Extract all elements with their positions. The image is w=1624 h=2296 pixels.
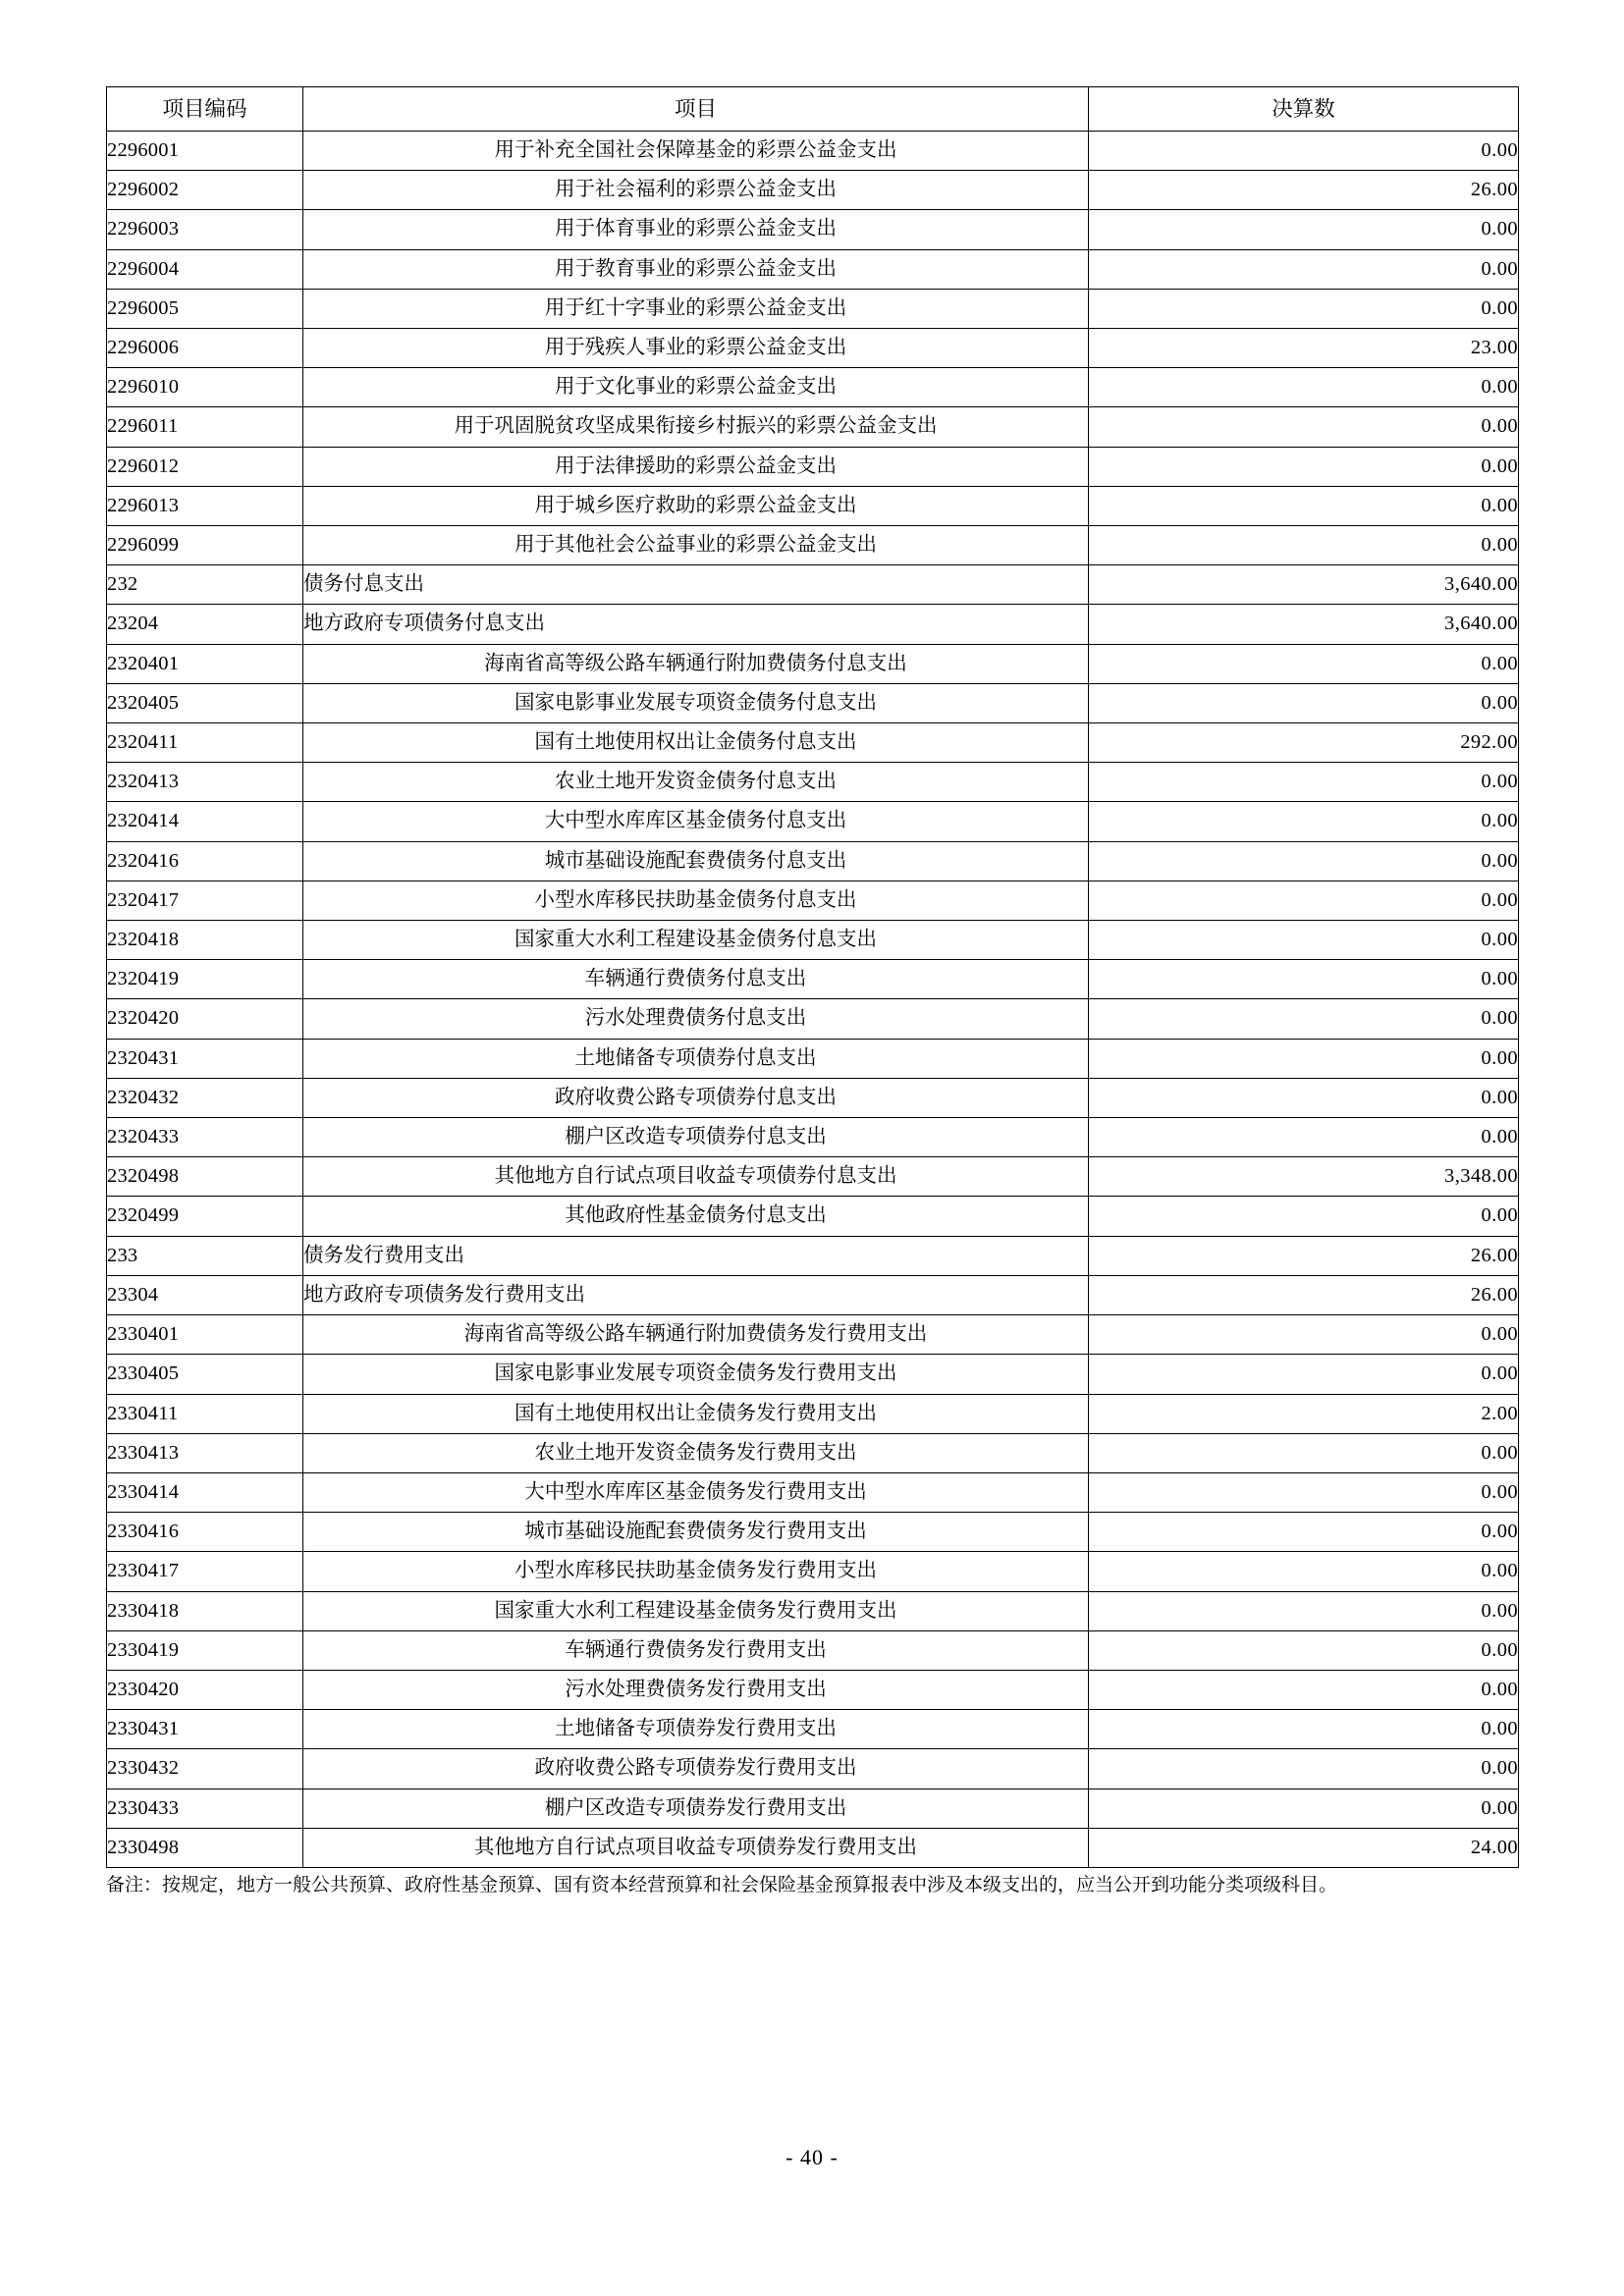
table-row xyxy=(107,1789,1519,1828)
cell-final-amount: 26.00 xyxy=(1089,1275,1519,1314)
cell-item-name: 大中型水库库区基金债务付息支出 xyxy=(303,802,1089,841)
cell-final-amount: 0.00 xyxy=(1089,447,1519,486)
cell-final-amount: 0.00 xyxy=(1089,407,1519,447)
table-row xyxy=(107,1275,1519,1314)
cell-item-name: 用于巩固脱贫攻坚成果衔接乡村振兴的彩票公益金支出 xyxy=(303,407,1089,447)
table-row xyxy=(107,1552,1519,1591)
cell-item-code: 2330416 xyxy=(107,1513,303,1552)
table-row xyxy=(107,881,1519,920)
table-row xyxy=(107,683,1519,722)
cell-item-name: 国家电影事业发展专项资金债务发行费用支出 xyxy=(303,1355,1089,1394)
table-row xyxy=(107,1157,1519,1197)
cell-final-amount: 0.00 xyxy=(1089,1710,1519,1749)
cell-item-code: 2320499 xyxy=(107,1197,303,1236)
column-header-item: 项目 xyxy=(303,87,1089,132)
table-row xyxy=(107,289,1519,328)
table-row xyxy=(107,605,1519,644)
cell-item-name: 用于文化事业的彩票公益金支出 xyxy=(303,368,1089,407)
budget-table xyxy=(106,86,1519,1868)
table-row xyxy=(107,1355,1519,1394)
cell-final-amount: 0.00 xyxy=(1089,644,1519,683)
cell-item-code: 2330417 xyxy=(107,1552,303,1591)
cell-item-name: 用于体育事业的彩票公益金支出 xyxy=(303,210,1089,249)
cell-item-name: 债务付息支出 xyxy=(303,565,1089,605)
cell-item-code: 2296001 xyxy=(107,132,303,171)
table-row xyxy=(107,960,1519,999)
cell-item-code: 2320420 xyxy=(107,999,303,1039)
table-row xyxy=(107,1670,1519,1709)
cell-final-amount: 0.00 xyxy=(1089,368,1519,407)
cell-final-amount: 0.00 xyxy=(1089,1789,1519,1828)
cell-final-amount: 0.00 xyxy=(1089,1039,1519,1078)
cell-item-name: 国家电影事业发展专项资金债务付息支出 xyxy=(303,683,1089,722)
cell-item-code: 2296013 xyxy=(107,486,303,525)
cell-item-code: 2296002 xyxy=(107,171,303,210)
table-row xyxy=(107,921,1519,960)
cell-final-amount: 0.00 xyxy=(1089,1513,1519,1552)
cell-item-name: 城市基础设施配套费债务付息支出 xyxy=(303,841,1089,881)
cell-item-name: 土地储备专项债券发行费用支出 xyxy=(303,1710,1089,1749)
cell-item-name: 农业土地开发资金债务发行费用支出 xyxy=(303,1433,1089,1472)
table-row xyxy=(107,1197,1519,1236)
cell-final-amount: 0.00 xyxy=(1089,526,1519,565)
cell-final-amount: 0.00 xyxy=(1089,1315,1519,1355)
cell-item-code: 2330401 xyxy=(107,1315,303,1355)
cell-item-code: 232 xyxy=(107,565,303,605)
cell-item-code: 2296012 xyxy=(107,447,303,486)
cell-item-name: 小型水库移民扶助基金债务付息支出 xyxy=(303,881,1089,920)
cell-final-amount: 0.00 xyxy=(1089,802,1519,841)
cell-final-amount: 0.00 xyxy=(1089,132,1519,171)
cell-item-code: 2330433 xyxy=(107,1789,303,1828)
cell-final-amount: 3,348.00 xyxy=(1089,1157,1519,1197)
cell-item-name: 用于社会福利的彩票公益金支出 xyxy=(303,171,1089,210)
cell-item-code: 2330414 xyxy=(107,1472,303,1512)
cell-item-code: 2296004 xyxy=(107,249,303,289)
cell-item-name: 政府收费公路专项债券付息支出 xyxy=(303,1078,1089,1117)
table-row xyxy=(107,1591,1519,1630)
cell-item-name: 用于法律援助的彩票公益金支出 xyxy=(303,447,1089,486)
table-header-row xyxy=(107,87,1519,132)
cell-item-name: 车辆通行费债务发行费用支出 xyxy=(303,1630,1089,1670)
cell-final-amount: 0.00 xyxy=(1089,999,1519,1039)
footnote xyxy=(106,1873,1518,1899)
cell-item-name: 棚户区改造专项债券发行费用支出 xyxy=(303,1789,1089,1828)
table-row xyxy=(107,723,1519,763)
page-number: - 40 - xyxy=(785,2145,839,2169)
cell-final-amount: 23.00 xyxy=(1089,329,1519,368)
cell-final-amount: 0.00 xyxy=(1089,1630,1519,1670)
cell-item-code: 2320401 xyxy=(107,644,303,683)
cell-item-code: 2320418 xyxy=(107,921,303,960)
table-row xyxy=(107,1630,1519,1670)
cell-item-name: 国家重大水利工程建设基金债务发行费用支出 xyxy=(303,1591,1089,1630)
cell-item-code: 2296010 xyxy=(107,368,303,407)
cell-final-amount: 0.00 xyxy=(1089,1552,1519,1591)
cell-item-code: 2296099 xyxy=(107,526,303,565)
cell-item-code: 2320431 xyxy=(107,1039,303,1078)
cell-item-code: 2296011 xyxy=(107,407,303,447)
table-row xyxy=(107,407,1519,447)
cell-item-name: 农业土地开发资金债务付息支出 xyxy=(303,763,1089,802)
cell-item-name: 用于其他社会公益事业的彩票公益金支出 xyxy=(303,526,1089,565)
table-row xyxy=(107,447,1519,486)
table-row xyxy=(107,1394,1519,1433)
cell-item-name: 车辆通行费债务付息支出 xyxy=(303,960,1089,999)
cell-final-amount: 0.00 xyxy=(1089,486,1519,525)
table-body xyxy=(107,132,1519,1868)
cell-final-amount: 0.00 xyxy=(1089,1433,1519,1472)
cell-item-name: 污水处理费债务发行费用支出 xyxy=(303,1670,1089,1709)
cell-item-code: 2320414 xyxy=(107,802,303,841)
table-row xyxy=(107,1472,1519,1512)
cell-item-name: 国家重大水利工程建设基金债务付息支出 xyxy=(303,921,1089,960)
cell-item-code: 2330431 xyxy=(107,1710,303,1749)
cell-final-amount: 0.00 xyxy=(1089,1670,1519,1709)
table-row xyxy=(107,1078,1519,1117)
cell-item-code: 2330413 xyxy=(107,1433,303,1472)
cell-item-code: 2320432 xyxy=(107,1078,303,1117)
cell-item-code: 2330419 xyxy=(107,1630,303,1670)
table-row xyxy=(107,644,1519,683)
cell-final-amount: 0.00 xyxy=(1089,921,1519,960)
cell-final-amount: 0.00 xyxy=(1089,210,1519,249)
cell-item-name: 用于红十字事业的彩票公益金支出 xyxy=(303,289,1089,328)
table-header xyxy=(107,87,1519,132)
cell-final-amount: 0.00 xyxy=(1089,1118,1519,1157)
table-row xyxy=(107,763,1519,802)
cell-item-code: 2330418 xyxy=(107,1591,303,1630)
cell-final-amount: 0.00 xyxy=(1089,1472,1519,1512)
cell-item-code: 2296005 xyxy=(107,289,303,328)
table-row xyxy=(107,1118,1519,1157)
cell-final-amount: 0.00 xyxy=(1089,763,1519,802)
cell-item-name: 地方政府专项债务付息支出 xyxy=(303,605,1089,644)
cell-item-name: 棚户区改造专项债券付息支出 xyxy=(303,1118,1089,1157)
cell-item-code: 2320417 xyxy=(107,881,303,920)
cell-item-name: 其他政府性基金债务付息支出 xyxy=(303,1197,1089,1236)
table-row xyxy=(107,1315,1519,1355)
column-header-value: 决算数 xyxy=(1089,87,1519,132)
table-row xyxy=(107,1513,1519,1552)
cell-item-code: 2320419 xyxy=(107,960,303,999)
cell-final-amount: 0.00 xyxy=(1089,881,1519,920)
cell-final-amount: 0.00 xyxy=(1089,841,1519,881)
cell-item-name: 城市基础设施配套费债务发行费用支出 xyxy=(303,1513,1089,1552)
cell-item-name: 债务发行费用支出 xyxy=(303,1236,1089,1275)
table-row xyxy=(107,132,1519,171)
table-row xyxy=(107,841,1519,881)
cell-item-code: 2296006 xyxy=(107,329,303,368)
cell-item-name: 用于残疾人事业的彩票公益金支出 xyxy=(303,329,1089,368)
cell-final-amount: 26.00 xyxy=(1089,171,1519,210)
table-row xyxy=(107,171,1519,210)
cell-item-name: 土地储备专项债券付息支出 xyxy=(303,1039,1089,1078)
cell-item-code: 2320413 xyxy=(107,763,303,802)
cell-final-amount: 0.00 xyxy=(1089,1078,1519,1117)
cell-item-name: 用于城乡医疗救助的彩票公益金支出 xyxy=(303,486,1089,525)
cell-item-name: 国有土地使用权出让金债务付息支出 xyxy=(303,723,1089,763)
cell-item-code: 2320411 xyxy=(107,723,303,763)
cell-final-amount: 0.00 xyxy=(1089,289,1519,328)
cell-final-amount: 292.00 xyxy=(1089,723,1519,763)
table-row xyxy=(107,999,1519,1039)
column-header-code: 项目编码 xyxy=(107,87,303,132)
cell-final-amount: 0.00 xyxy=(1089,1749,1519,1789)
table-row xyxy=(107,1828,1519,1867)
cell-item-name: 地方政府专项债务发行费用支出 xyxy=(303,1275,1089,1314)
cell-item-code: 2330498 xyxy=(107,1828,303,1867)
cell-item-code: 2330432 xyxy=(107,1749,303,1789)
cell-final-amount: 26.00 xyxy=(1089,1236,1519,1275)
table-row xyxy=(107,802,1519,841)
table-row xyxy=(107,1749,1519,1789)
cell-item-name: 用于教育事业的彩票公益金支出 xyxy=(303,249,1089,289)
table-row xyxy=(107,329,1519,368)
table-row xyxy=(107,1433,1519,1472)
table-row xyxy=(107,526,1519,565)
cell-item-code: 2320416 xyxy=(107,841,303,881)
table-row xyxy=(107,210,1519,249)
cell-item-code: 23304 xyxy=(107,1275,303,1314)
cell-final-amount: 24.00 xyxy=(1089,1828,1519,1867)
cell-final-amount: 0.00 xyxy=(1089,1355,1519,1394)
table-row xyxy=(107,1039,1519,1078)
cell-final-amount: 0.00 xyxy=(1089,960,1519,999)
cell-item-name: 海南省高等级公路车辆通行附加费债务付息支出 xyxy=(303,644,1089,683)
cell-item-code: 233 xyxy=(107,1236,303,1275)
cell-item-code: 2320405 xyxy=(107,683,303,722)
cell-final-amount: 2.00 xyxy=(1089,1394,1519,1433)
table-row xyxy=(107,486,1519,525)
footnote-text: 备注：按规定，地方一般公共预算、政府性基金预算、国有资本经营预算和社会保险基金预算报表中涉及本级支出的，应当公开到功能分类项级科目。 xyxy=(106,1874,1338,1896)
cell-final-amount: 0.00 xyxy=(1089,683,1519,722)
cell-item-code: 23204 xyxy=(107,605,303,644)
cell-item-code: 2330420 xyxy=(107,1670,303,1709)
table-row xyxy=(107,1236,1519,1275)
cell-item-name: 海南省高等级公路车辆通行附加费债务发行费用支出 xyxy=(303,1315,1089,1355)
table-row xyxy=(107,368,1519,407)
cell-item-name: 污水处理费债务付息支出 xyxy=(303,999,1089,1039)
cell-item-code: 2320498 xyxy=(107,1157,303,1197)
cell-final-amount: 0.00 xyxy=(1089,1197,1519,1236)
table-row xyxy=(107,1710,1519,1749)
cell-item-name: 用于补充全国社会保障基金的彩票公益金支出 xyxy=(303,132,1089,171)
cell-item-name: 政府收费公路专项债券发行费用支出 xyxy=(303,1749,1089,1789)
table-row xyxy=(107,565,1519,605)
table-row xyxy=(107,249,1519,289)
cell-item-name: 小型水库移民扶助基金债务发行费用支出 xyxy=(303,1552,1089,1591)
cell-item-code: 2330411 xyxy=(107,1394,303,1433)
cell-item-name: 其他地方自行试点项目收益专项债券付息支出 xyxy=(303,1157,1089,1197)
cell-item-code: 2320433 xyxy=(107,1118,303,1157)
cell-item-name: 其他地方自行试点项目收益专项债券发行费用支出 xyxy=(303,1828,1089,1867)
cell-final-amount: 3,640.00 xyxy=(1089,565,1519,605)
cell-final-amount: 0.00 xyxy=(1089,1591,1519,1630)
cell-item-code: 2330405 xyxy=(107,1355,303,1394)
cell-final-amount: 3,640.00 xyxy=(1089,605,1519,644)
cell-final-amount: 0.00 xyxy=(1089,249,1519,289)
cell-item-name: 大中型水库库区基金债务发行费用支出 xyxy=(303,1472,1089,1512)
cell-item-name: 国有土地使用权出让金债务发行费用支出 xyxy=(303,1394,1089,1433)
cell-item-code: 2296003 xyxy=(107,210,303,249)
